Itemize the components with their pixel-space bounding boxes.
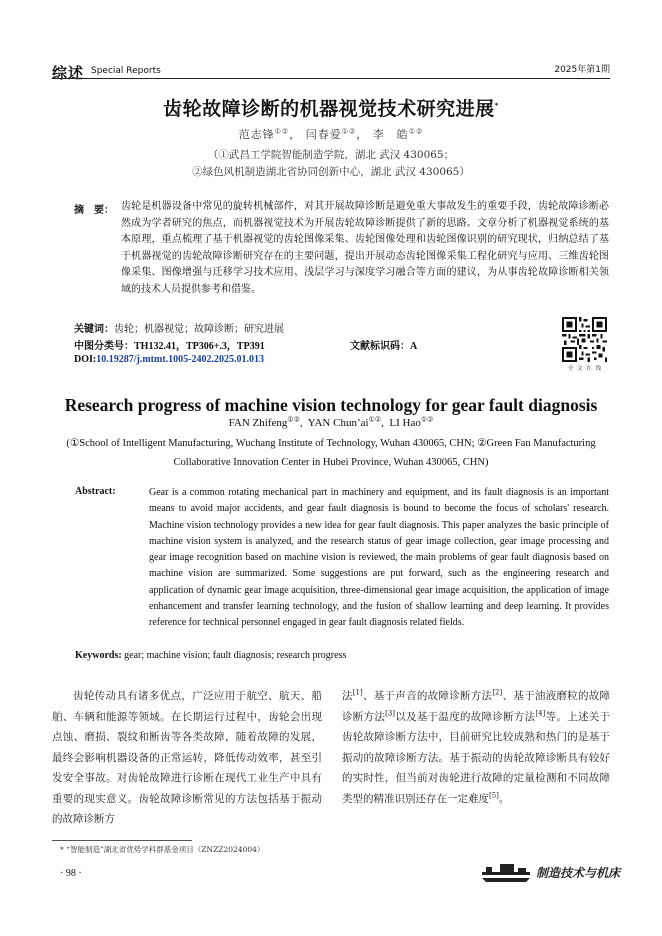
- body-text: 、基于油液磨粒的故障诊断方法: [342, 690, 611, 723]
- author-affil-mark: ①②: [287, 415, 300, 424]
- citation-ref[interactable]: [3]: [385, 709, 396, 717]
- page-number: · 98 ·: [60, 868, 82, 879]
- body-text: 法: [342, 690, 353, 702]
- document-code: [350, 337, 417, 352]
- machine-tool-logo-icon: [482, 864, 530, 882]
- author-name: LI Hao: [389, 417, 421, 429]
- author-name: FAN Zhifeng: [228, 417, 288, 429]
- header-rule: [52, 78, 610, 79]
- issue-number: 2025年第1期: [554, 65, 610, 75]
- author-affil-mark: ①②: [420, 415, 434, 424]
- citation-ref[interactable]: [4]: [535, 709, 546, 717]
- citation-ref[interactable]: [1]: [352, 688, 363, 697]
- section-label-en: Special Reports: [91, 66, 161, 76]
- clc-number: [74, 337, 265, 352]
- affiliations-cn: [0, 147, 662, 181]
- body-text: 、基于声音的故障诊断方法: [362, 690, 493, 702]
- abstract-en-label: Abstract:: [75, 486, 116, 497]
- clc-label: 中图分类号：: [74, 341, 134, 352]
- author-name: 范志锋: [238, 128, 275, 141]
- keywords-cn-text: 齿轮；机器视觉；故障诊断；研究进展: [114, 324, 284, 335]
- author-name: 闫春爱: [305, 128, 342, 141]
- doi-label: DOI:: [74, 354, 97, 365]
- body-text: 。: [498, 792, 510, 805]
- body-text: 等。上述关于齿轮故障诊断方法中，目前研究比较成熟和热门的是基于振动的故障诊断方法。基于振动的齿轮故障诊断具有较好的实时性，但当前对齿轮进行故障的定量检测和不同故障类型的精准识别还存在一定难度: [342, 710, 611, 805]
- affiliations-en: (①School of Intelligent Manufacturing, Wuchang Institute of Technology, Wuhan 430065, CHN; ②Green Fan Manufacturing Collaborative Innovation Center in Hubei Province, Wuhan 430065, CHN): [66, 438, 596, 468]
- keywords-cn-label: 关键词：: [74, 324, 114, 335]
- footnote-rule: [52, 840, 192, 841]
- affiliation-line: ②绿色风机制造湖北省协同创新中心，湖北 武汉 430065）: [192, 166, 470, 178]
- keywords-en-text: gear; machine vision; fault diagnosis; research progress: [124, 650, 347, 661]
- qr-caption: 全 文 在 线: [567, 366, 603, 372]
- body-column-left: 齿轮传动具有诸多优点，广泛应用于航空、航天、船舶、车辆和能源等领域。在长期运行过程中，齿轮会出现点蚀、磨损、裂纹和断齿等各类故障，随着故障的发展，最终会影响机器设备的正常运转，降低传动效率，甚至引发安全事故。对齿轮故障进行诊断在现代工业生产中具有重要的现实意义。齿轮故障诊断常见的方法包括基于振动的故障诊断方: [52, 690, 322, 825]
- doc-code-value: A: [410, 341, 418, 352]
- body-text: 以及基于温度的故障诊断方法: [395, 710, 536, 723]
- title-funding-mark: *: [494, 101, 499, 110]
- abstract-cn-label: 摘 要：: [74, 205, 114, 216]
- authors-en: FAN Zhifeng①②, YAN Chun’ai①②, LI Hao①②: [228, 415, 434, 429]
- doi: [74, 354, 264, 365]
- paper-title-cn: [0, 94, 662, 121]
- author-affil-mark: ①②: [408, 127, 424, 136]
- journal-logo: [480, 858, 621, 884]
- author-affil-mark: ①②: [341, 127, 357, 136]
- abstract-en-text: Gear is a common rotating mechanical part in machinery and equipment, and its fault diagnosis is an important means to avoid major accidents, and gear fault diagnosis is bound to become the focus of scholars' research. Machine vision technology provides a new idea for gear fault diagnosis. This paper analyzes the basic principle of machine vision system is analyzed, and the research status of gear image collection, gear image processing and gear image recognition based on machine vision is reviewed, the main problems of gear fault diagnosis based on machine vision are summarized. Some suggestions are put forward, such as the engineering research and application of dynamic gear image acquisition, three-dimensional gear image acquisition, the application of image enhancement and transfer learning technology, and the fusion of shallow learning and deep learning. It provides reference for technical personnel engaged in gear fault diagnosis related fields.: [149, 487, 609, 629]
- author-name: YAN Chun’ai: [307, 417, 369, 429]
- authors-cn: 范志锋①②， 闫春爱①②， 李 皓①②: [238, 127, 424, 141]
- doi-link[interactable]: 10.19287/j.mtmt.1005-2402.2025.01.013: [96, 354, 264, 365]
- section-label-cn: 综述: [52, 64, 85, 82]
- title-cn-text: 齿轮故障诊断的机器视觉技术研究进展: [163, 98, 495, 120]
- keywords-cn: [74, 320, 284, 335]
- qr-code-icon[interactable]: [562, 317, 607, 362]
- journal-logo-text: 制造技术与机床: [536, 866, 621, 880]
- keywords-en: [75, 650, 346, 661]
- doc-code-label: 文献标识码：: [350, 341, 410, 352]
- author-affil-mark: ①②: [274, 127, 290, 136]
- citation-ref[interactable]: [2]: [492, 688, 503, 697]
- clc-value: TH132.41，TP306+.3，TP391: [134, 341, 265, 352]
- author-affil-mark: ①②: [368, 415, 382, 424]
- body-column-right: [342, 686, 610, 809]
- funding-footnote: * “智能制造”湖北省优势学科群基金项目（ZNZZ2024004）: [60, 845, 265, 854]
- keywords-en-label: Keywords:: [75, 650, 122, 661]
- paper-title-en: Research progress of machine vision technology for gear fault diagnosis: [64, 395, 598, 415]
- citation-ref[interactable]: [5]: [489, 791, 499, 799]
- author-name: 李 皓: [372, 128, 409, 141]
- affiliation-line: （①武昌工学院智能制造学院，湖北 武汉 430065；: [207, 149, 455, 161]
- abstract-cn-text: 齿轮是机器设备中常见的旋转机械部件，对其开展故障诊断是避免重大事故发生的重要手段，齿轮故障诊断必然成为学者研究的焦点，而机器视觉技术为开展齿轮故障诊断提供了新的思路。文章分析了机器视觉系统的基本原理，重点梳理了基于机器视觉的齿轮图像采集、齿轮图像处理和齿轮图像识别的研究现状，归纳总结了基于机器视觉的齿轮故障诊断研究存在的主要问题，提出开展动态齿轮图像采集工程化研究与应用、三维齿轮图像采集、图像增强与迁移学习技术应用、浅层学习与深度学习融合等方面的建议，为从事齿轮故障诊断相关领域的技术人员提供参考和借鉴。: [121, 201, 609, 295]
